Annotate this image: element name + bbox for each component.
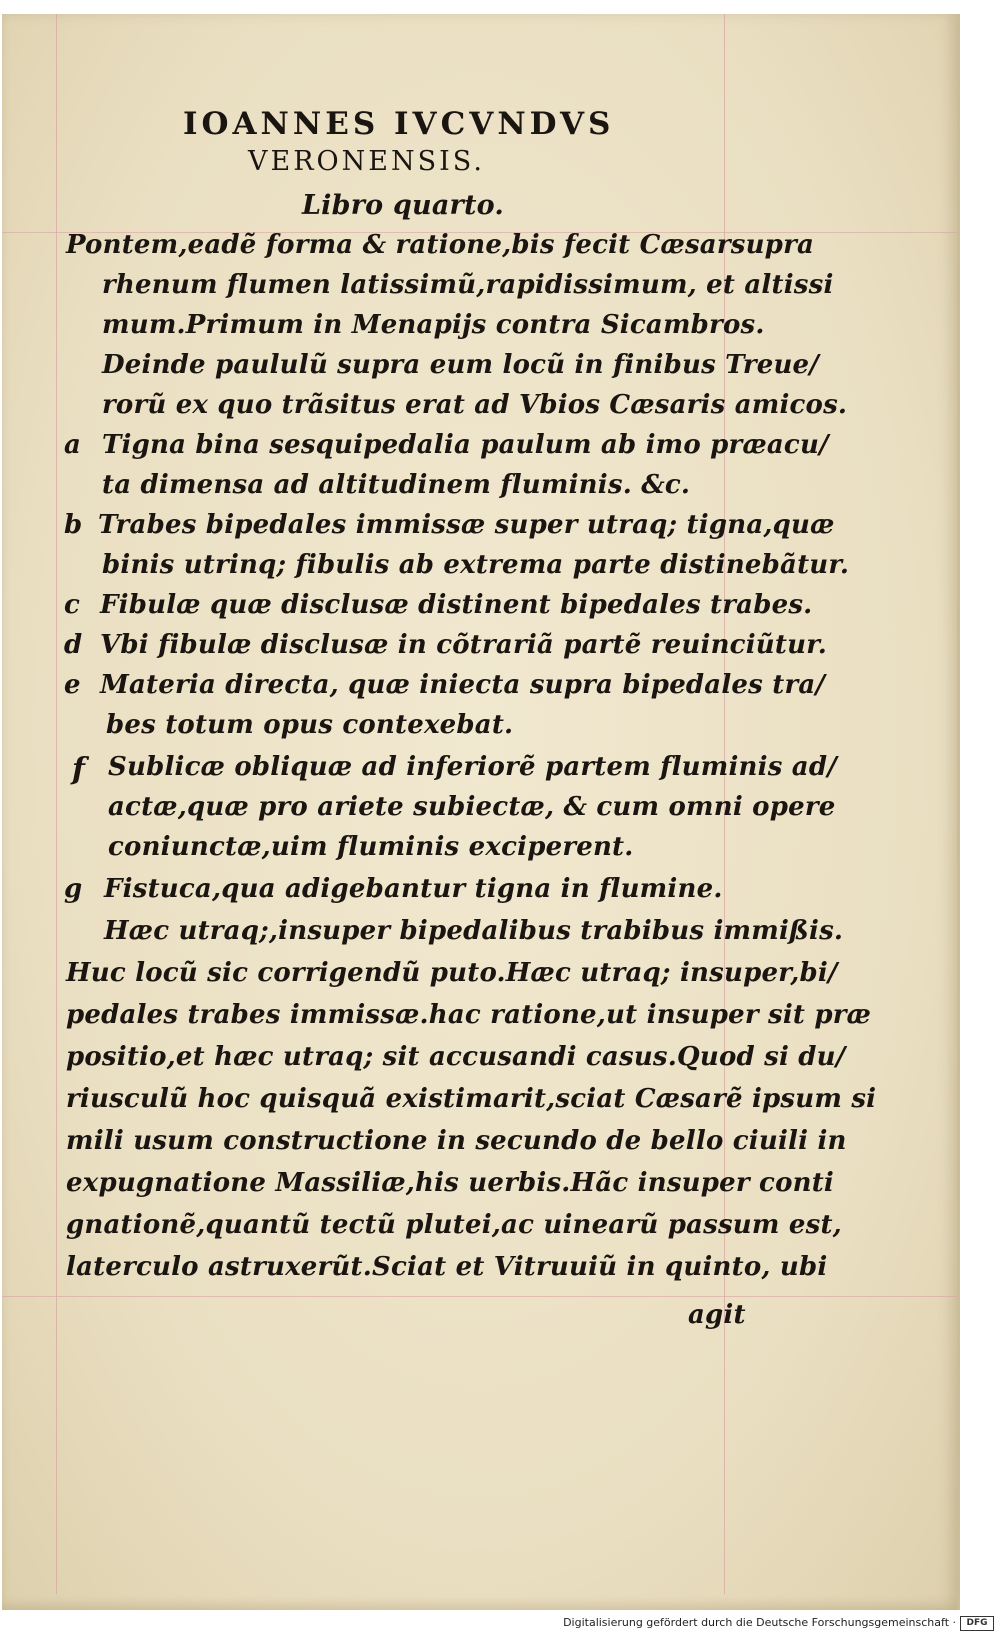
text-line: gnationẽ,quantũ tectũ plutei,ac uinearũ passum est, — [66, 1210, 842, 1240]
margin-letter: b — [64, 510, 83, 540]
footer-credit: Digitalisierung gefördert durch die Deutsche Forschungsgemeinschaft · — [563, 1616, 956, 1629]
text-line: expugnatione Massiliæ,his uerbis.Hãc insuper conti — [66, 1168, 834, 1198]
margin-letter: a — [64, 430, 82, 460]
text-line: pedales trabes immissæ.hac ratione,ut insuper sit præ — [66, 1000, 872, 1030]
text-line: Tigna bina sesquipedalia paulum ab imo præacu/ — [102, 430, 829, 460]
text-line: binis utrinq; fibulis ab extrema parte distinebãtur. — [102, 550, 850, 580]
text-line: Deinde paululũ supra eum locũ in finibus Treue/ — [102, 350, 819, 380]
margin-letter: d — [64, 630, 83, 660]
text-line: actæ,quæ pro ariete subiectæ, & cum omni opere — [108, 792, 836, 822]
text-line: Hæc utraq;,insuper bipedalibus trabibus immißis. — [104, 916, 844, 946]
text-line: coniunctæ,uim fluminis exciperent. — [108, 832, 634, 862]
catchword: agit — [688, 1300, 746, 1330]
page-rule-bottom — [2, 1296, 957, 1297]
text-line: ta dimensa ad altitudinem fluminis. &c. — [102, 470, 691, 500]
text-line: Huc locũ sic corrigendũ puto.Hæc utraq; insuper,bi/ — [66, 958, 838, 988]
text-line: mum.Primum in Menapijs contra Sicambros. — [102, 310, 765, 340]
heading-author: IOANNES IVCVNDVS — [183, 106, 615, 142]
text-line: Materia directa, quæ iniecta supra bipedales tra/ — [100, 670, 826, 700]
heading-origin: VERONENSIS. — [248, 146, 485, 177]
text-line: Vbi fibulæ disclusæ in cõtrariã partẽ reuinciũtur. — [100, 630, 827, 660]
page-rule-left — [56, 14, 57, 1594]
text-line: Pontem,eadẽ forma & ratione,bis fecit Cæsarsupra — [66, 230, 815, 260]
margin-letter: f — [72, 752, 86, 787]
heading-book: Libro quarto. — [302, 190, 504, 221]
text-line: rorũ ex quo trãsitus erat ad Vbios Cæsaris amicos. — [102, 390, 848, 420]
dfg-logo: DFG — [960, 1616, 994, 1631]
text-line: Fibulæ quæ disclusæ distinent bipedales trabes. — [100, 590, 813, 620]
margin-letter: e — [64, 670, 81, 700]
text-line: positio,et hæc utraq; sit accusandi casus.Quod si du/ — [66, 1042, 846, 1072]
text-line: Sublicæ obliquæ ad inferiorẽ partem fluminis ad/ — [108, 752, 837, 782]
text-line: Trabes bipedales immissæ super utraq; tigna,quæ — [98, 510, 835, 540]
text-line: laterculo astruxerũt.Sciat et Vitruuiũ in quinto, ubi — [66, 1252, 828, 1282]
margin-letter: c — [64, 590, 81, 620]
margin-letter: g — [64, 874, 83, 904]
text-line: riusculũ hoc quisquã existimarit,sciat Cæsarẽ ipsum si — [66, 1084, 877, 1114]
text-line: bes totum opus contexebat. — [106, 710, 514, 740]
text-line: Fistuca,qua adigebantur tigna in flumine. — [104, 874, 723, 904]
text-line: mili usum constructione in secundo de bello ciuili in — [66, 1126, 847, 1156]
text-line: rhenum flumen latissimũ,rapidissimum, et altissi — [102, 270, 834, 300]
